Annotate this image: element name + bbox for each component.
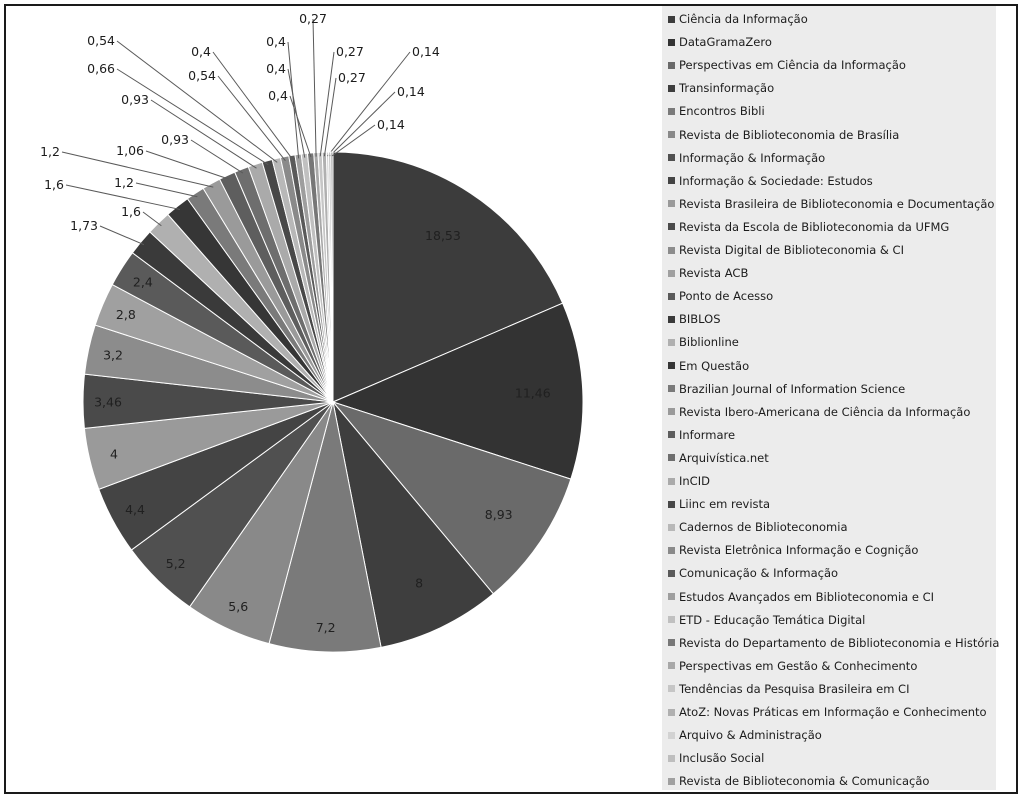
legend-swatch [668,616,675,623]
slice-value-label: 2,4 [132,274,153,290]
legend-item [668,448,769,468]
legend-item [668,563,838,583]
legend-swatch [668,362,675,369]
legend-label: DataGramaZero [679,35,772,50]
legend-item [668,771,929,791]
leader-line [100,226,144,245]
legend-swatch [668,478,675,485]
legend-item [668,125,899,145]
legend-label: Em Questão [679,358,750,373]
slice-value-label: 0,4 [268,88,288,103]
slice-value-label: 4 [110,446,118,462]
legend-item [668,425,735,445]
leader-line [332,125,375,156]
leader-line [136,183,197,197]
legend-swatch [668,732,675,739]
legend-item [668,32,772,52]
slice-value-label: 0,14 [377,117,405,132]
legend-swatch [668,223,675,230]
slice-value-label: 0,4 [266,61,286,76]
legend-item [668,402,970,422]
slice-value-label: 0,27 [336,44,364,59]
legend-swatch [668,39,675,46]
slice-value-label: 1,73 [70,218,98,233]
legend-label: Cadernos de Biblioteconomia [679,520,848,535]
legend-swatch [668,778,675,785]
legend-swatch [668,62,675,69]
legend-label: Revista Ibero-Americana de Ciência da Informação [679,404,971,419]
legend-label: Revista de Biblioteconomia & Comunicação [679,774,930,789]
legend-swatch [668,685,675,692]
slice-value-label: 1,2 [40,144,60,159]
slice-value-label: 18,53 [425,227,461,243]
legend-item [668,656,917,676]
legend-item [668,309,721,329]
slice-value-label: 0,93 [161,132,189,147]
slice-value-label: 0,54 [87,33,115,48]
legend-swatch [668,593,675,600]
legend-item [668,286,773,306]
legend-swatch [668,755,675,762]
slice-value-label: 0,27 [338,70,366,85]
legend-swatch [668,570,675,577]
legend-swatch [668,293,675,300]
legend-item [668,171,873,191]
leader-line [191,140,243,173]
legend-item [668,679,909,699]
leader-line [328,52,410,156]
legend-label: Ciência da Informação [679,12,808,26]
legend-label: Revista Digital de Biblioteconomia & CI [679,243,904,257]
legend-swatch [668,662,675,669]
slice-value-label: 0,54 [188,68,216,83]
slice-value-label: 5,2 [165,555,186,571]
legend-swatch [668,270,675,277]
slice-value-label: 3,46 [94,394,122,410]
legend-label: Encontros Bibli [679,104,765,119]
legend-item [668,633,999,653]
slice-value-label: 3,2 [103,347,123,363]
legend-label: Revista ACB [679,266,749,281]
legend-item [668,610,865,630]
legend-item [668,194,994,214]
legend-swatch [668,339,675,346]
legend-swatch [668,177,675,184]
legend-label: Arquivo & Administração [679,728,822,743]
slice-value-label: 5,6 [228,599,249,615]
legend-item [668,540,918,560]
legend-swatch [668,16,675,23]
slice-value-label: 4,4 [125,501,145,517]
slice-value-label: 0,14 [397,84,425,99]
legend-swatch [668,431,675,438]
legend-label: Inclusão Social [679,751,765,766]
legend-item [668,263,748,283]
leader-line [290,96,311,157]
legend-label: Revista de Biblioteconomia de Brasília [679,127,900,142]
legend-label: Transinformação [679,81,775,96]
leader-line [146,151,229,179]
legend-item [668,517,848,537]
slice-value-label: 0,4 [191,44,211,59]
legend-label: ETD - Educação Temática Digital [679,612,866,627]
legend-swatch [668,85,675,92]
legend-label: Informação & Informação [679,150,826,165]
legend-swatch [668,408,675,415]
slice-value-label: 1,6 [44,177,64,192]
legend-label: Perspectivas em Ciência da Informação [679,58,906,73]
legend-item [668,101,765,121]
legend-label: Revista Brasileira de Biblioteconomia e Documentação [679,196,995,211]
legend-item [668,494,770,514]
slice-value-label: 0,4 [266,34,286,49]
legend-item [668,55,906,75]
legend-swatch [668,200,675,207]
legend-item [668,78,774,98]
legend-label: Ponto de Acesso [679,289,774,304]
legend-item [668,148,825,168]
legend-swatch [668,709,675,716]
slice-value-label: 1,6 [121,204,141,219]
legend-label: Biblionline [679,335,739,350]
slice-value-label: 1,06 [116,143,144,158]
legend-swatch [668,131,675,138]
legend-label: InCID [679,474,710,488]
legend-item [668,702,987,722]
legend-label: Perspectivas em Gestão & Conhecimento [679,658,918,673]
legend-label: Revista da Escola de Biblioteconomia da UFMG [679,219,950,234]
legend-label: AtoZ: Novas Práticas em Informação e Conhecimento [679,705,987,719]
slice-value-label: 7,2 [315,619,336,635]
legend-item [668,725,822,745]
legend-label: Liinc em revista [679,497,771,512]
legend-label: Revista Eletrônica Informação e Cognição [679,543,919,558]
legend-label: Informare [679,427,736,442]
legend-label: Comunicação & Informação [679,566,839,581]
leader-line [288,42,299,158]
slice-value-label: 0,27 [299,11,327,26]
legend-item [668,587,934,607]
slice-value-label: 0,93 [121,92,149,107]
legend-swatch [668,524,675,531]
legend-label: BIBLOS [679,312,721,327]
legend-label: Revista do Departamento de Biblioteconomia e História [679,635,1000,650]
legend-item [668,332,739,352]
legend-swatch [668,247,675,254]
slice-value-label: 8 [415,575,424,591]
legend-label: Estudos Avançados em Biblioteconomia e CI [679,589,934,604]
legend-swatch [668,454,675,461]
legend-item [668,240,904,260]
legend-swatch [668,501,675,508]
slice-value-label: 2,8 [115,307,136,323]
legend-item [668,748,764,768]
slice-value-label: 8,93 [484,506,513,522]
legend-label: Brazilian Journal of Information Science [679,381,906,396]
legend-label: Tendências da Pesquisa Brasileira em CI [679,681,910,696]
legend-item [668,356,749,376]
legend-swatch [668,154,675,161]
legend-item [668,9,808,29]
leader-line [313,19,316,157]
legend-swatch [668,316,675,323]
leader-line [324,78,336,156]
slice-value-label: 11,46 [514,385,551,401]
legend-item [668,379,905,399]
slice-value-label: 0,66 [87,61,115,76]
legend-label: Informação & Sociedade: Estudos [679,173,873,188]
legend-swatch [668,108,675,115]
legend-label: Arquivística.net [679,450,769,465]
leader-line [143,212,161,226]
legend-swatch [668,639,675,646]
slice-value-label: 1,2 [114,175,134,190]
slice-value-label: 0,14 [412,44,440,59]
legend-swatch [668,385,675,392]
legend-item [668,217,949,237]
legend-swatch [668,547,675,554]
legend-item [668,471,710,491]
